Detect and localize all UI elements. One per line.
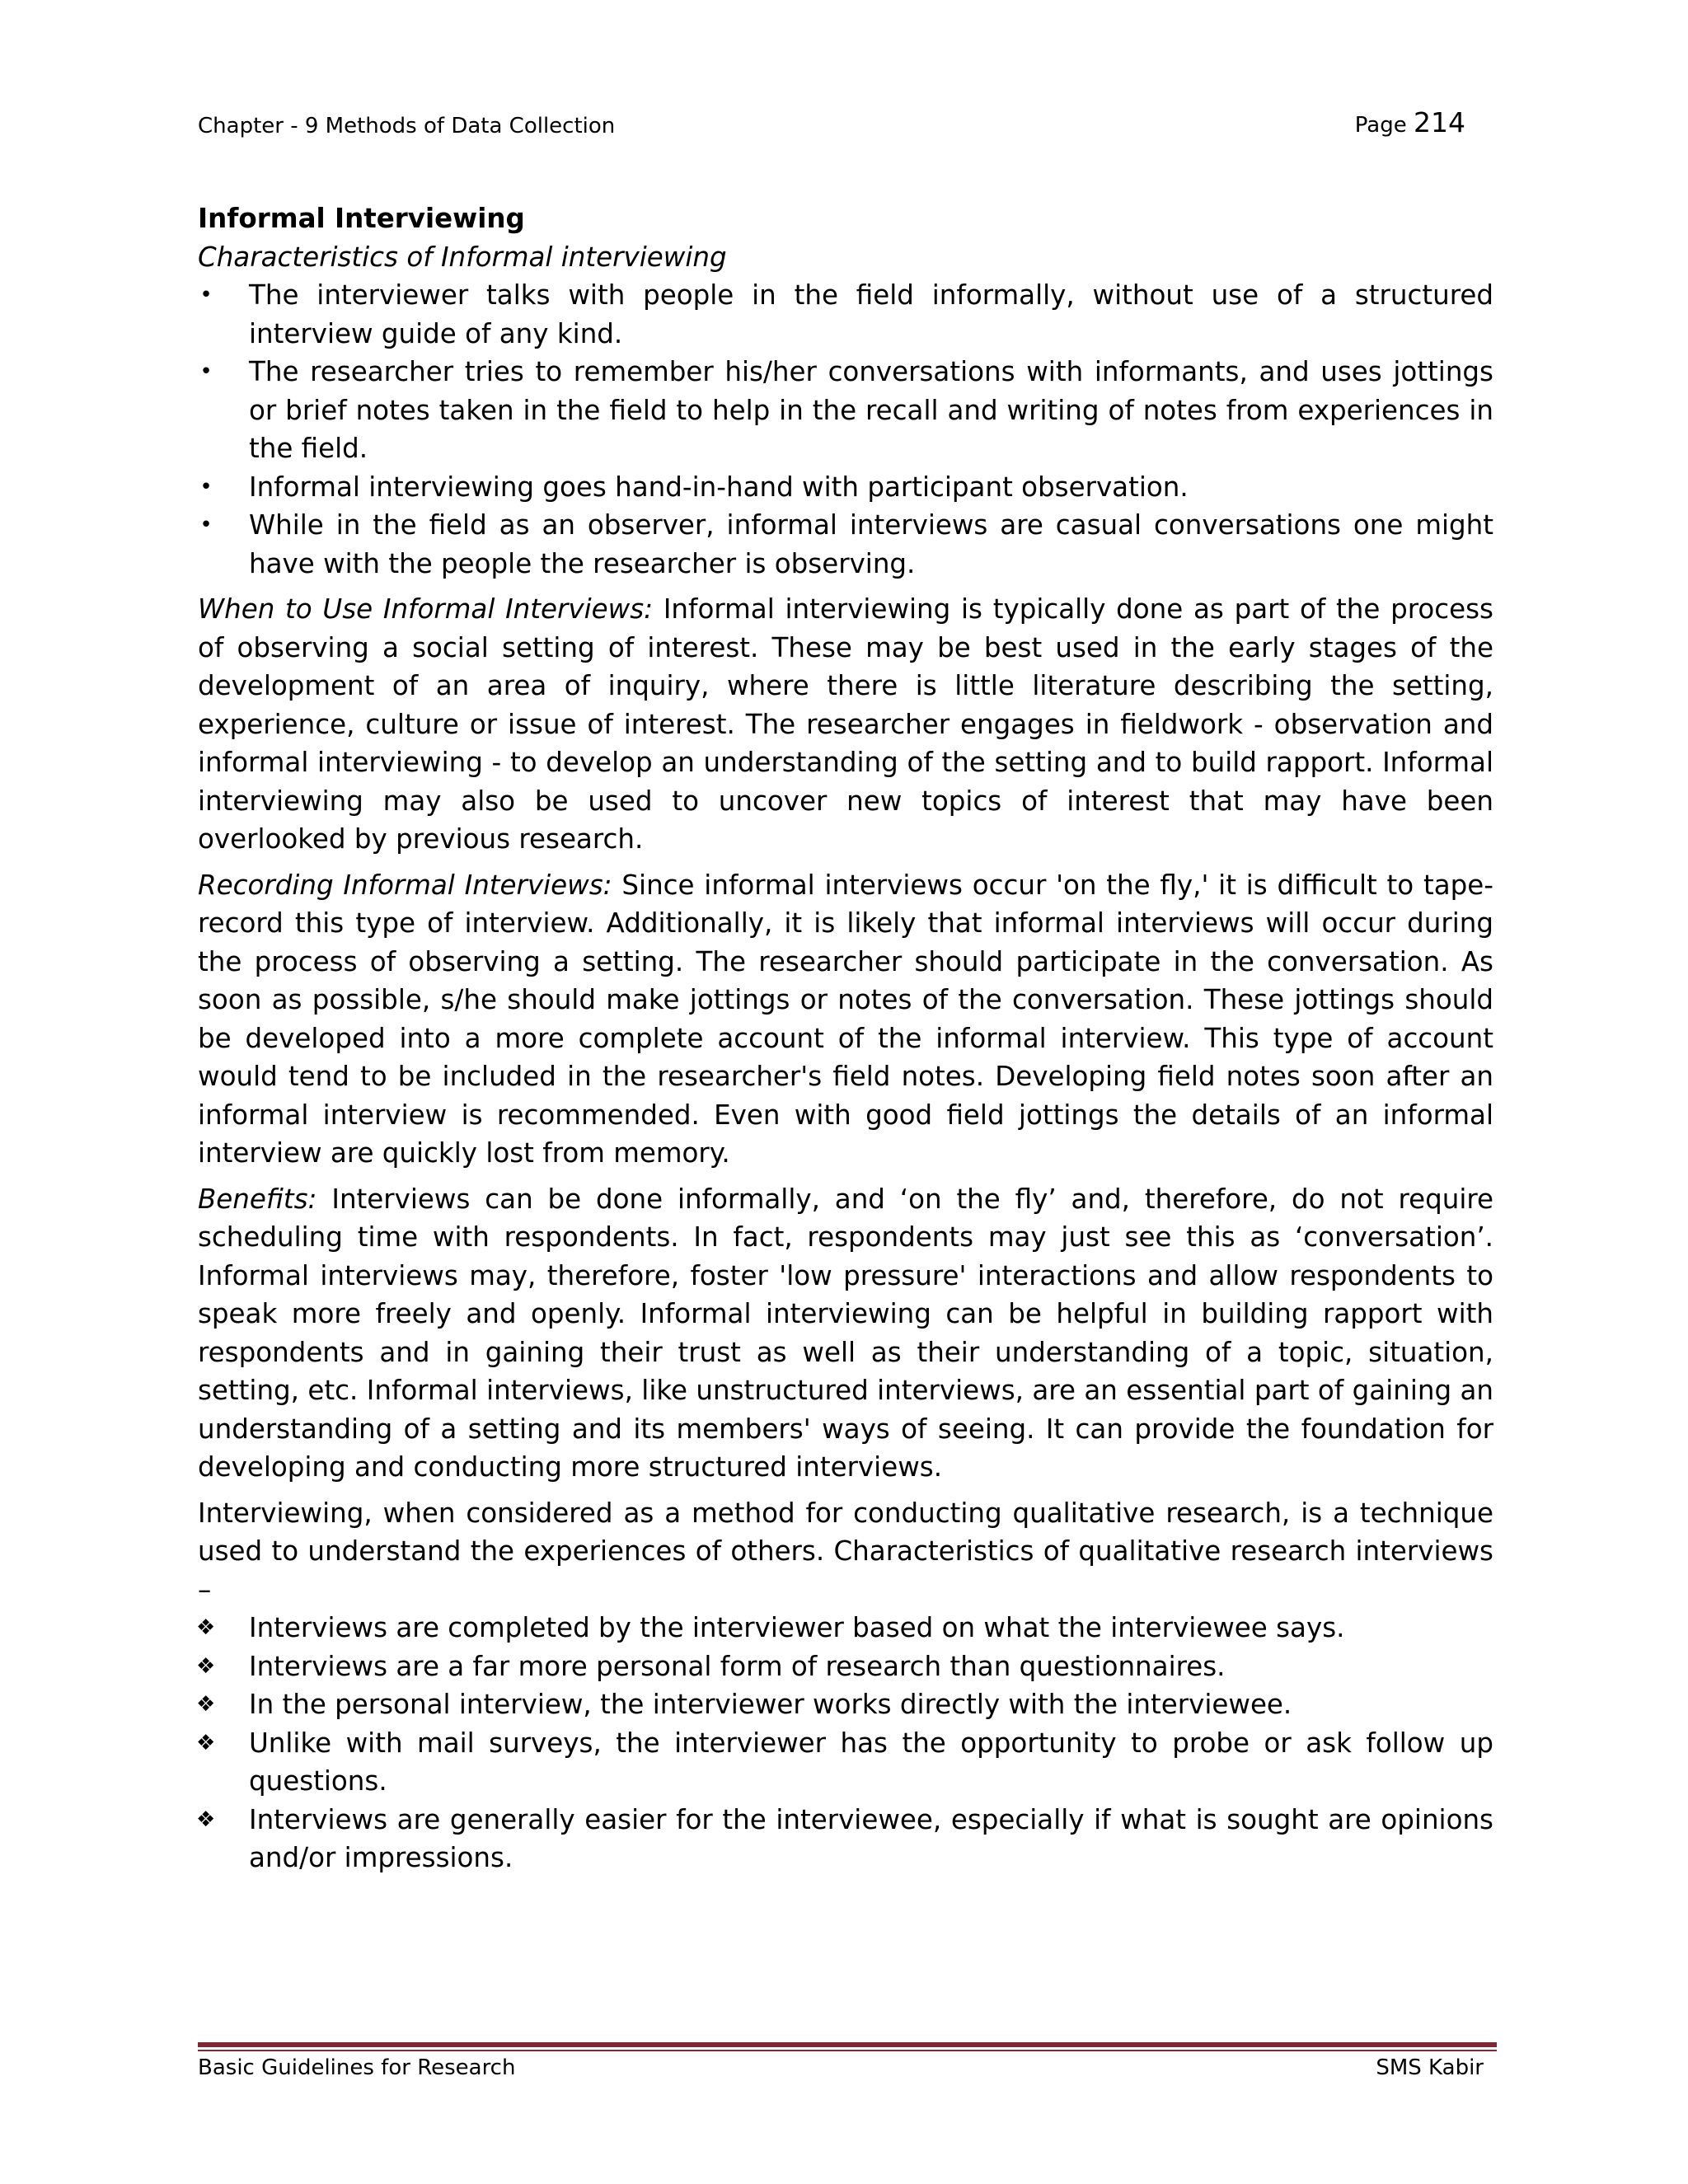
paragraph-lead: When to Use Informal Interviews:	[198, 593, 654, 625]
list-item-text: In the personal interview, the interviewer works directly with the interviewee.	[249, 1689, 1292, 1720]
benefits-paragraph	[198, 1180, 1493, 1487]
paragraph-lead: Recording Informal Interviews:	[198, 869, 612, 901]
page-number-value: 214	[1414, 106, 1465, 138]
when-to-use-paragraph	[198, 590, 1493, 859]
list-item	[198, 353, 1493, 468]
bullet-dot: •	[199, 283, 213, 307]
characteristics-list	[198, 276, 1493, 583]
section-subtitle: Characteristics of Informal interviewing	[198, 241, 727, 273]
list-item	[198, 1647, 1493, 1686]
diamond-bullet-icon: ❖	[196, 1653, 216, 1679]
list-item-text: Informal interviewing goes hand-in-hand with participant observation.	[249, 471, 1189, 503]
bullet-dot: •	[199, 513, 213, 537]
list-item	[198, 276, 1493, 353]
list-item	[198, 468, 1493, 507]
chapter-title: Chapter - 9 Methods of Data Collection	[198, 114, 616, 138]
footer-divider	[198, 2042, 1497, 2054]
section-title: Informal Interviewing	[198, 203, 525, 234]
list-item-text: Interviews are generally easier for the interviewee, especially if what is sought are opinions and/or impressions.	[249, 1803, 1493, 1873]
paragraph-text: Informal interviewing is typically done as part of the process of observing a social setting of interest. These may be best used in the early stages of the development of an area of inquiry, where there is little literature describing the setting, experience, culture or issue of interest. The researcher engages in fieldwork - observation and informal interviewing - to develop an understanding of the setting and to build rapport. Informal interviewing may also be used to uncover new topics of interest that may have been overlooked by previous research.	[198, 593, 1493, 855]
diamond-bullet-icon: ❖	[196, 1807, 216, 1832]
recording-paragraph	[198, 866, 1493, 1173]
footer-divider-thin	[198, 2050, 1497, 2051]
page-content	[198, 199, 1493, 1877]
paragraph-lead: Benefits:	[198, 1183, 317, 1215]
list-item-text: Interviews are completed by the interviewer based on what the interviewee says.	[249, 1612, 1345, 1643]
page-header	[198, 105, 1465, 138]
qualitative-characteristics-list	[198, 1609, 1493, 1877]
page-footer	[198, 2055, 1484, 2088]
diamond-bullet-icon: ❖	[196, 1730, 216, 1755]
author-name: SMS Kabir	[1376, 2055, 1484, 2080]
list-item-text: Interviews are a far more personal form of research than questionnaires.	[249, 1650, 1226, 1682]
list-item-text: Unlike with mail surveys, the interviewer has the opportunity to probe or ask follow up questions.	[249, 1727, 1493, 1797]
book-title: Basic Guidelines for Research	[198, 2055, 516, 2080]
qualitative-paragraph: Interviewing, when considered as a method for conducting qualitative research, is a technique used to understand the experiences of others. Characteristics of qualitative research interviews –	[198, 1497, 1493, 1605]
list-item	[198, 1609, 1493, 1647]
list-item	[198, 1685, 1493, 1724]
paragraph-text: Interviews can be done informally, and ‘on the fly’ and, therefore, do not require scheduling time with respondents. In fact, respondents may just see this as ‘conversation’. Informal interviews may, therefore, foster 'low pressure' interactions and allow respondents to speak more freely and openly. Informal interviewing can be helpful in building rapport with respondents and in gaining their trust as well as their understanding of a topic, situation, setting, etc. Informal interviews, like unstructured interviews, are an essential part of gaining an understanding of a setting and its members' ways of seeing. It can provide the foundation for developing and conducting more structured interviews.	[198, 1183, 1493, 1483]
diamond-bullet-icon: ❖	[196, 1692, 216, 1717]
list-item	[198, 1724, 1493, 1801]
bullet-dot: •	[199, 474, 213, 499]
list-item-text: The researcher tries to remember his/her conversations with informants, and uses jottings or brief notes taken in the field to help in the recall and writing of notes from experiences in the field.	[249, 356, 1493, 464]
page-label: Page	[1354, 113, 1407, 138]
footer-divider-thick	[198, 2042, 1497, 2047]
diamond-bullet-icon: ❖	[196, 1615, 216, 1640]
list-item	[198, 1801, 1493, 1877]
page-number	[1355, 106, 1465, 138]
list-item	[198, 506, 1493, 583]
list-item-text: The interviewer talks with people in the field informally, without use of a structured interview guide of any kind.	[249, 279, 1493, 349]
list-item-text: While in the field as an observer, informal interviews are casual conversations one might have with the people the researcher is observing.	[249, 509, 1493, 579]
bullet-dot: •	[199, 359, 213, 384]
paragraph-text: Since informal interviews occur 'on the fly,' it is difficult to tape-record this type of interview. Additionally, it is likely that informal interviews will occur during the process of observing a setting. The researcher should participate in the conversation. As soon as possible, s/he should make jottings or notes of the conversation. These jottings should be developed into a more complete account of the informal interview. This type of account would tend to be included in the researcher's field notes. Developing field notes soon after an informal interview is recommended. Even with good field jottings the details of an informal interview are quickly lost from memory.	[198, 869, 1493, 1169]
